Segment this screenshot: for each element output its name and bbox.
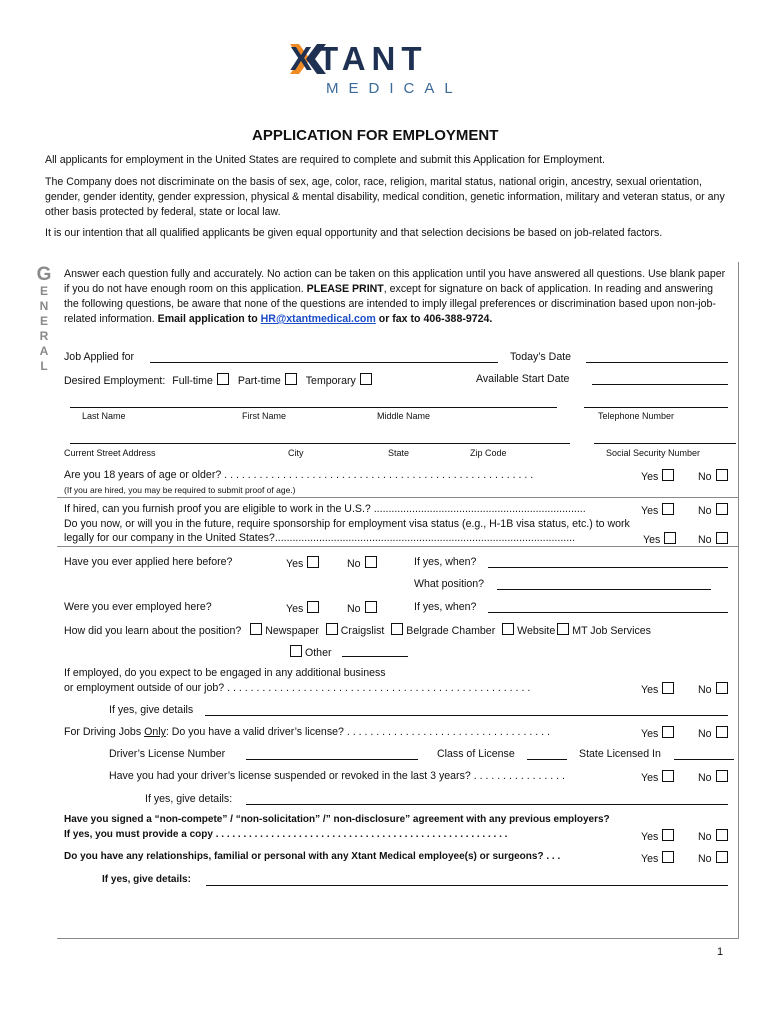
no-label: No <box>698 471 712 483</box>
state-licensed-field[interactable] <box>674 759 734 760</box>
driving-yes-checkbox[interactable] <box>662 726 674 738</box>
driving-text: For Driving Jobs <box>64 726 145 738</box>
craigslist-label: Craigslist <box>340 625 385 637</box>
other-checkbox[interactable] <box>290 645 302 657</box>
yes-label: Yes <box>641 853 659 865</box>
driving-question <box>64 726 550 738</box>
class-license-field[interactable] <box>527 759 567 760</box>
desired-employment-row <box>64 373 372 387</box>
employed-no-checkbox[interactable] <box>365 601 377 613</box>
no-label: No <box>698 831 712 843</box>
logo-word: XTANT <box>290 40 428 77</box>
website-checkbox[interactable] <box>502 623 514 635</box>
suspended-details-label: If yes, give details: <box>145 793 233 805</box>
applied-no <box>347 556 377 570</box>
yes-label: Yes <box>643 534 661 546</box>
driving-only: Only <box>144 726 166 738</box>
intro-paragraph-3: It is our intention that all qualified applicants be given equal opportunity and that selection decisions be based on job-related factors. <box>45 227 663 239</box>
intro-paragraph-2: The Company does not discriminate on the basis of sex, age, color, race, religion, marital status, national origin, ancestry, sexual orientation, gender, gender identity, gender expression, physical & mental disability, medical condition, genetic information, military and veteran status, or any other basis protected by federal, state or local law. <box>45 176 725 218</box>
full-time-checkbox[interactable] <box>217 373 229 385</box>
ssn-field[interactable] <box>594 443 736 444</box>
section-label-general <box>31 265 57 374</box>
proof-no <box>698 503 728 517</box>
full-name-field[interactable] <box>70 407 557 408</box>
applied-before-question: Have you ever applied here before? <box>64 556 233 568</box>
state-label: State <box>388 448 410 458</box>
yes-label: Yes <box>641 772 659 784</box>
page-title: APPLICATION FOR EMPLOYMENT <box>252 127 499 144</box>
yes-label: Yes <box>641 728 659 740</box>
applied-yes-checkbox[interactable] <box>307 556 319 568</box>
driving-yes <box>641 726 674 740</box>
proof-no-checkbox[interactable] <box>716 503 728 515</box>
proof-question: If hired, can you furnish proof you are eligible to work in the U.S.? ........................................................................ <box>64 503 586 515</box>
instructions-email-label: Email application to <box>157 313 261 325</box>
noncompete-yes-checkbox[interactable] <box>662 829 674 841</box>
other-biz-no-checkbox[interactable] <box>716 682 728 694</box>
relationships-no-checkbox[interactable] <box>716 851 728 863</box>
employed-yes-checkbox[interactable] <box>307 601 319 613</box>
ssn-label: Social Security Number <box>606 448 701 458</box>
other-biz-yes-checkbox[interactable] <box>662 682 674 694</box>
driving-no-checkbox[interactable] <box>716 726 728 738</box>
how-learn-row <box>64 623 651 637</box>
yes-label: Yes <box>641 684 659 696</box>
temporary-label: Temporary <box>305 375 356 387</box>
no-label: No <box>347 603 361 615</box>
suspended-yes <box>641 770 674 784</box>
no-label: No <box>698 772 712 784</box>
intro-paragraph-1: All applicants for employment in the United States are required to complete and submit this Application for Employment. <box>45 154 605 166</box>
employed-here-question: Were you ever employed here? <box>64 601 212 613</box>
page-number: 1 <box>717 946 724 958</box>
divider <box>57 546 738 547</box>
relationships-details-label: If yes, give details: <box>102 874 191 885</box>
other-biz-yes <box>641 682 674 696</box>
relationships-question: Do you have any relationships, familial or personal with any Xtant Medical employee(s) or surgeons? . . . <box>64 851 561 862</box>
proof-yes-checkbox[interactable] <box>662 503 674 515</box>
zip-label: Zip Code <box>470 448 507 458</box>
age-question: Are you 18 years of age or older? . . . . . . . . . . . . . . . . . . . . . . . . . . . . . . . . . . . . . . . . . . . . . . . . . . . . . <box>64 469 534 481</box>
instructions-please-print: PLEASE PRINT <box>306 283 384 295</box>
address-field[interactable] <box>70 443 570 444</box>
telephone-field[interactable] <box>584 407 728 408</box>
city-label: City <box>288 448 304 458</box>
employed-when-label: If yes, when? <box>414 601 477 613</box>
instructions-text: , except for signature on back of application. In reading and answering the following questions, be aware that none of the questions are intended to imply illegal preferences or discrimination based upon non-job-related information. <box>64 283 716 325</box>
suspended-no <box>698 770 728 784</box>
relationships-no <box>698 851 728 865</box>
relationships-details-field[interactable] <box>206 885 728 886</box>
suspended-question: Have you had your driver’s license suspended or revoked in the last 3 years? . . . . . . . . . . . . . . . . <box>109 770 565 782</box>
side-letter: E <box>39 284 48 298</box>
noncompete-no-checkbox[interactable] <box>716 829 728 841</box>
suspended-no-checkbox[interactable] <box>716 770 728 782</box>
relationships-yes <box>641 851 674 865</box>
divider <box>57 497 738 498</box>
dl-number-field[interactable] <box>246 759 418 760</box>
noncompete-no <box>698 829 728 843</box>
belgrade-checkbox[interactable] <box>391 623 403 635</box>
yes-label: Yes <box>286 603 304 615</box>
craigslist-checkbox[interactable] <box>326 623 338 635</box>
sponsor-no-checkbox[interactable] <box>716 532 728 544</box>
applied-no-checkbox[interactable] <box>365 556 377 568</box>
side-letter: N <box>39 299 49 313</box>
yes-label: Yes <box>641 831 659 843</box>
telephone-label: Telephone Number <box>598 411 675 421</box>
side-letter: R <box>39 329 49 343</box>
temporary-checkbox[interactable] <box>360 373 372 385</box>
other-field[interactable] <box>342 656 408 657</box>
side-letter: G <box>36 264 52 285</box>
email-link[interactable]: HR@xtantmedical.com <box>260 313 376 325</box>
no-label: No <box>698 853 712 865</box>
noncompete-line2: If yes, you must provide a copy . . . . . . . . . . . . . . . . . . . . . . . . . . . . . . . . . . . . . . . . . . . . . . . . . . . . . <box>64 829 508 840</box>
mt-job-services-label: MT Job Services <box>572 625 651 637</box>
applied-yes <box>286 556 319 570</box>
instructions <box>64 267 730 327</box>
employed-when-field[interactable] <box>488 612 728 613</box>
no-label: No <box>698 728 712 740</box>
part-time-label: Part-time <box>237 375 281 387</box>
todays-date-label: Today’s Date <box>510 351 572 363</box>
other-source <box>290 645 332 659</box>
belgrade-label: Belgrade Chamber <box>406 625 496 637</box>
other-biz-details-label: If yes, give details <box>109 704 194 716</box>
state-licensed-label: State Licensed In <box>579 748 661 760</box>
other-biz-no <box>698 682 728 696</box>
yes-label: Yes <box>286 558 304 570</box>
job-applied-field[interactable] <box>150 362 498 363</box>
class-license-label: Class of License <box>437 748 515 760</box>
no-label: No <box>698 684 712 696</box>
no-label: No <box>698 534 712 546</box>
employed-yes <box>286 601 319 615</box>
age-yes <box>641 469 674 483</box>
proof-yes <box>641 503 674 517</box>
other-business-line2: or employment outside of our job? . . . . . . . . . . . . . . . . . . . . . . . . . . . . . . . . . . . . . . . . . . . . . . . . . . . . <box>64 682 531 694</box>
sponsor-yes <box>643 532 676 546</box>
relationships-yes-checkbox[interactable] <box>662 851 674 863</box>
job-applied-label: Job Applied for <box>64 351 135 363</box>
driving-no <box>698 726 728 740</box>
driving-text: : Do you have a valid driver’s license? . . . . . . . . . . . . . . . . . . . . . . . . . . . . . . . . . . . <box>165 726 550 738</box>
first-name-label: First Name <box>242 411 287 421</box>
other-business-line1: If employed, do you expect to be engaged in any additional business <box>64 667 386 679</box>
dl-number-label: Driver’s License Number <box>109 748 226 760</box>
newspaper-label: Newspaper <box>265 625 319 637</box>
mt-job-services-checkbox[interactable] <box>557 623 569 635</box>
middle-name-label: Middle Name <box>377 411 431 421</box>
other-label: Other <box>305 647 332 659</box>
noncompete-yes <box>641 829 674 843</box>
street-label: Current Street Address <box>64 448 156 458</box>
side-letter: L <box>40 359 48 373</box>
yes-label: Yes <box>641 505 659 517</box>
what-position-field[interactable] <box>497 589 711 590</box>
other-biz-details-field[interactable] <box>205 715 728 716</box>
available-start-label: Available Start Date <box>476 373 570 385</box>
available-start-field[interactable] <box>592 384 728 385</box>
applied-when-field[interactable] <box>488 567 728 568</box>
part-time-checkbox[interactable] <box>285 373 297 385</box>
employed-no <box>347 601 377 615</box>
age-no <box>698 469 728 483</box>
age-note: (If you are hired, you may be required to submit proof of age.) <box>64 485 296 495</box>
what-position-label: What position? <box>414 578 485 590</box>
age-yes-checkbox[interactable] <box>662 469 674 481</box>
sponsor-question-line2: legally for our company in the United States?...................................................................................................... <box>64 532 576 544</box>
website-label: Website <box>517 625 556 637</box>
suspended-details-field[interactable] <box>246 804 728 805</box>
todays-date-field[interactable] <box>586 362 728 363</box>
instructions-fax: or fax to 406-388-9724. <box>375 313 493 325</box>
last-name-label: Last Name <box>82 411 126 421</box>
logo-subtitle: MEDICAL <box>326 80 463 97</box>
no-label: No <box>698 505 712 517</box>
sponsor-question-line1: Do you now, or will you in the future, require sponsorship for employment visa status (e.g., H-1B visa status, etc.) to work <box>64 518 630 530</box>
side-letter: E <box>39 314 48 328</box>
instructions-text: Answer each question fully and accurately. No action can be taken on this application until you have answered all questions. Use blank paper if you do not have enough room on this application. <box>64 268 726 295</box>
noncompete-line1: Have you signed a “non-compete” / “non-solicitation” /” non-disclosure” agreement with any previous employers? <box>64 814 610 825</box>
suspended-yes-checkbox[interactable] <box>662 770 674 782</box>
applied-when-label: If yes, when? <box>414 556 477 568</box>
no-label: No <box>347 558 361 570</box>
sponsor-no <box>698 532 728 546</box>
yes-label: Yes <box>641 471 659 483</box>
newspaper-checkbox[interactable] <box>250 623 262 635</box>
full-time-label: Full-time <box>172 375 213 387</box>
side-letter: A <box>39 344 49 358</box>
how-learn-label: How did you learn about the position? <box>64 625 242 637</box>
age-no-checkbox[interactable] <box>716 469 728 481</box>
sponsor-yes-checkbox[interactable] <box>664 532 676 544</box>
desired-employment-label: Desired Employment: <box>64 375 166 387</box>
